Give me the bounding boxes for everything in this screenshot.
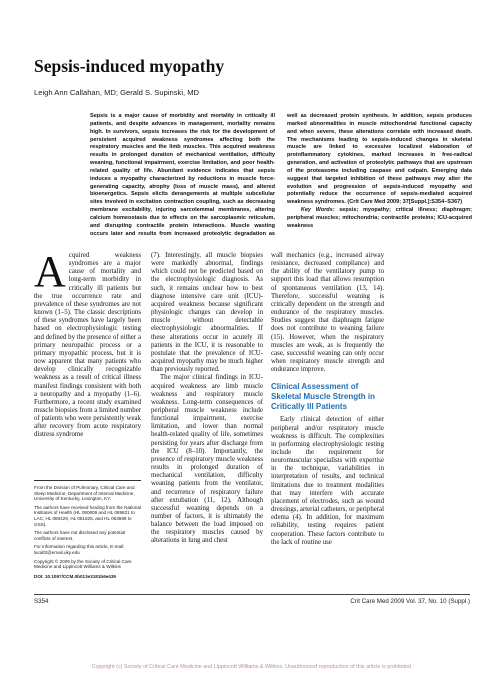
article-authors: Leigh Ann Callahan, MD; Gerald S. Supinski, MD: [34, 88, 200, 97]
footnote-doi: DOI: 10.1097/CCM.0b013e3181b6e439: [34, 573, 116, 579]
footer-divider: [34, 594, 470, 595]
abstract: [90, 113, 472, 239]
footnote-affiliation: From the Division of Pulmonary, Critical Care and Sleep Medicine, Department of Internal Medicine, University of Kentucky, Lexington, KY.: [34, 485, 135, 502]
drop-cap: A: [34, 252, 66, 296]
section-heading: Clinical Assessment of Skeletal Muscle Strength in Critically Ill Patients: [271, 382, 376, 412]
body-column-2: [151, 252, 263, 582]
journal-citation: Crit Care Med 2009 Vol. 37, No. 10 (Suppl.): [350, 598, 470, 605]
footnote-conflicts: The authors have not disclosed any potential conflicts of interest.: [34, 530, 126, 541]
keywords-label: Key Words:: [300, 207, 335, 214]
keywords: sepsis; myopathy; critical illness; diaphragm; peripheral muscles; mitochondria; contractile proteins; ICU-acquired weakness: [287, 207, 472, 229]
body-paragraph: (7). Interestingly, all muscle biopsies were markedly abnormal, findings which could not be predicted based on the electrophysiologic diagnosis. As such, it remains unclear how to best diagnose intensive care unit (ICU)-acquired weakness because significant physiologic changes can develop in muscle without detectable electrophysiologic abnormalities. If these alterations occur in acutely ill patients in the ICU, it is reasonable to postulate that the prevalence of ICU-acquired myopathy may be much higher than previously reported.: [151, 252, 263, 374]
body-column-3: [271, 252, 384, 582]
footnote-contact: For information regarding this article, E-mail: lacall2@email.uky.edu: [34, 544, 125, 555]
footnote: [34, 480, 141, 582]
footnote-funding: The authors have received funding from the National Institutes of Health (HL 080609 and HL 069821 to LAC; HL 080429, HL 081525, and HL 063698 to GSS).: [34, 504, 141, 527]
body-paragraph: cquired weakness syndromes are a major cause of mortality and long-term morbidity in critically ill patients but the true occurrence rate and prevalence of these syndromes are not known (1–5). The classic descriptions of these syndromes have largely been based on electrophysiologic testing and defined by the presence of either a primary neuropathic process or a primary myopathic process, but it is now apparent that many patients who develop clinically recognizable weakness as a result of critical illness manifest findings consistent with both a neuropathy and a myopathy (1–6). Furthermore, a recent study examined muscle biopsies from a limited number of patients who were persistently weak after recovery from acute respiratory distress syndrome: [34, 252, 141, 439]
copyright-notice: Copyright (c) Society of Critical Care Medicine and Lippincott Williams & Wilkins. Unauthorized reproduction of this article is prohibited.: [91, 664, 413, 670]
page-number: S354: [34, 598, 49, 605]
body-paragraph: The major clinical findings in ICU-acquired weakness are limb muscle weakness and respiratory muscle weakness. Long-term consequences of peripheral muscle weakness include functional impairment, exercise limitation, and lower than normal health-related quality of life, sometimes persisting for years after discharge from the ICU (8–10). Importantly, the presence of respiratory muscle weakness results in prolonged duration of mechanical ventilation, difficulty weaning patients from the ventilator, and recurrence of respiratory failure after extubation (11, 12). Although successful weaning depends on a number of factors, it is ultimately the balance between the load imposed on the respiratory muscles caused by alterations in lung and chest: [151, 374, 263, 545]
body-paragraph: Early clinical detection of either peripheral and/or respiratory muscle weakness is difficult. The complexities in performing electrophysiologic testing include the requirement for neuromuscular specialists with expertise in the technique, variabilities in interpretation of results, and technical limitations due to treatment modalities that may interfere with accurate placement of electrodes, such as wound dressings, arterial catheters, or peripheral edema (4). In addition, for maximum reliability, testing requires patient cooperation. These factors contribute to the lack of routine use: [271, 416, 384, 546]
body-paragraph: wall mechanics (e.g., increased airway resistance, decreased compliance) and the ability of the ventilatory pump to support this load that allows resumption of spontaneous ventilation (13, 14). Therefore, successful weaning is critically dependent on the strength and endurance of the respiratory muscles. Studies suggest that diaphragm fatigue does not contribute to weaning failure (15). However, when the respiratory muscles are weak, as is frequently the case, successful weaning can only occur when respiratory muscle strength and endurance improve.: [271, 252, 384, 374]
abstract-text: Sepsis is a major cause of morbidity and mortality in critically ill patients, and despite advances in management, mortality remains high. In survivors, sepsis increases the risk for the development of persistent acquired weakness syndromes affecting both the respiratory muscles and the limb muscles. This acquired weakness results in prolonged duration of mechanical ventilation, difficulty weaning, functional impairment, exercise limitation, and poor health-related quality of life. Abundant evidence indicates that sepsis induces a myopathy characterized by reductions in muscle force-generating capacity, atrophy (loss of muscle mass), and altered bioenergetics. Sepsis elicits derangements at multiple subcellular sites involved in excitation contraction coupling, such as decreasing membrane excitability, injuring sarcolemmal membranes, altering calcium homeostasis due to effects on the sarcoplasmic reticulum, and disrupting contractile protein interactions. Muscle wasting occurs later and results from increased proteolytic degradation as well as decreased protein synthesis. In addition, sepsis produces marked abnormalities in muscle mitochondrial functional capacity and when severe, these alterations correlate with increased death. The mechanisms leading to sepsis-induced changes in skeletal muscle are linked to excessive localized elaboration of proinflammatory cytokines, marked increases in free-radical generation, and activation of proteolytic pathways that are upstream of the proteasome including caspase and calpain. Emerging data suggest that targeted inhibition of these pathways may alter the evolution and progression of sepsis-induced myopathy and potentially reduce the occurrence of sepsis-mediated acquired weakness syndromes. (Crit Care Med 2009; 37[Suppl.]:S354–S367): [90, 113, 472, 237]
footnote-copyright: Copyright © 2009 by the Society of Critical Care Medicine and Lippincott Williams & Wilkins: [34, 558, 132, 570]
article-title: Sepsis-induced myopathy: [34, 56, 225, 76]
